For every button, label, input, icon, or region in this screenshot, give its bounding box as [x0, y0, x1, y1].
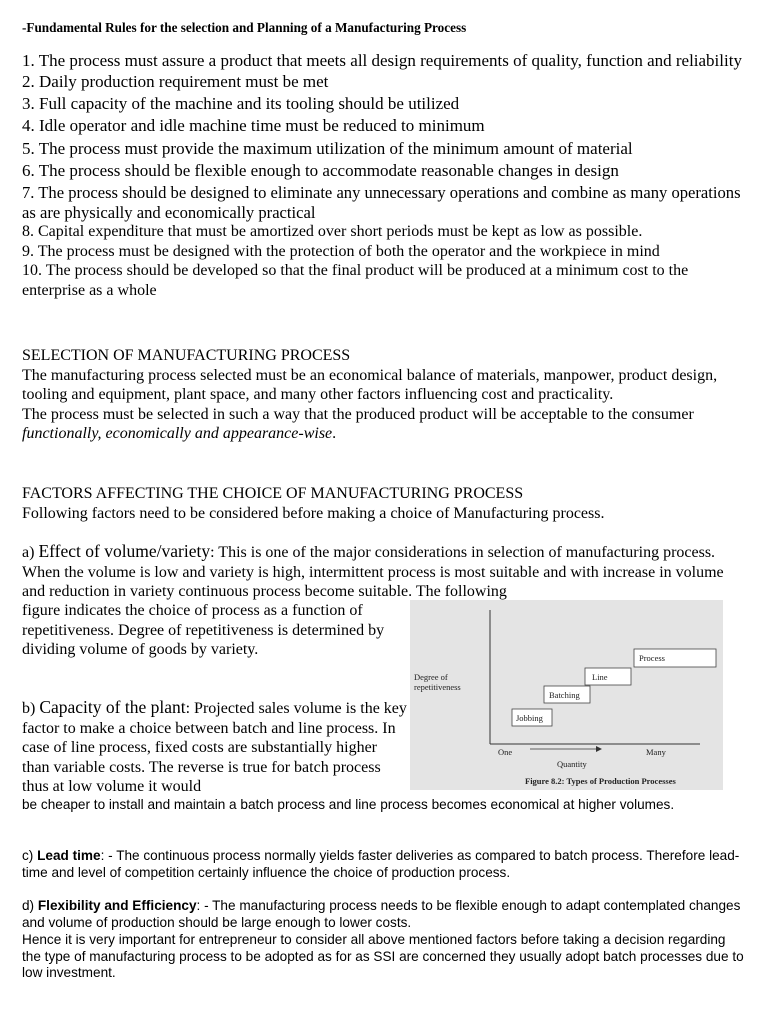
factor-b-paragraph: b) Capacity of the plant: Projected sales volume is the key factor to make a choice between batch and line process. In case of line process, fixed costs are substantially higher than variable costs. The reverse is true for batch process thus at low volume it would: [22, 697, 407, 796]
x-axis-right-label: Many: [646, 747, 666, 757]
rule-item: 5. The process must provide the maximum utilization of the minimum amount of material: [22, 139, 633, 158]
step-label: Line: [592, 672, 608, 682]
factor-d-title: Flexibility and Efficiency: [37, 898, 197, 913]
factor-a-wrap: figure indicates the choice of process as a function of repetitiveness. Degree of repetitiveness is determined by dividing volume of goods by variety.: [22, 602, 385, 659]
section-heading: FACTORS AFFECTING THE CHOICE OF MANUFACTURING PROCESS: [22, 485, 524, 502]
factor-c-title: Lead time: [37, 848, 101, 863]
rule-item: 4. Idle operator and idle machine time must be reduced to minimum: [22, 116, 485, 135]
rules-list: [22, 50, 746, 300]
factor-a-title: Effect of volume/variety: [38, 541, 211, 561]
factor-c-paragraph: c) Lead time: - The continuous process normally yields faster deliveries as compared to batch process. Therefore lead-time and level of competition certainly influence the choice of production process.: [22, 848, 740, 880]
x-axis-label: Quantity: [557, 759, 587, 769]
arrow-icon: [596, 746, 602, 752]
rule-item: 2. Daily production requirement must be met: [22, 72, 329, 91]
factor-b-title: Capacity of the plant: [39, 697, 186, 717]
rule-item: 1. The process must assure a product that meets all design requirements of quality, function and reliability: [22, 51, 742, 70]
paragraph: The manufacturing process selected must be an economical balance of materials, manpower, product design, tooling and equipment, plant space, and many other factors influencing cost and practicality.: [22, 366, 718, 404]
paragraph: The process must be selected in such a way that the produced product will be acceptable to the consumer functionally, economically and appearance-wise.: [22, 405, 694, 443]
y-axis-label-line2: repetitiveness: [414, 682, 461, 692]
step-label: Jobbing: [516, 713, 543, 723]
step-label: Process: [639, 653, 665, 663]
x-axis-left-label: One: [498, 747, 513, 757]
document-title: -Fundamental Rules for the selection and Planning of a Manufacturing Process: [22, 20, 467, 35]
figure-caption: Figure 8.2: Types of Production Processes: [525, 776, 676, 786]
rule-item: 7. The process should be designed to eliminate any unnecessary operations and combine as many operations as are physically and economically practical: [22, 183, 741, 222]
rule-item: 10. The process should be developed so that the final product will be produced at a minimum cost to the enterprise as a whole: [22, 262, 689, 299]
rule-item: 9. The process must be designed with the protection of both the operator and the workpiece in mind: [22, 242, 660, 260]
factor-b-continued: be cheaper to install and maintain a batch process and line process becomes economical at higher volumes.: [22, 797, 675, 812]
step-label: Batching: [549, 690, 580, 700]
rule-item: 6. The process should be flexible enough to accommodate reasonable changes in design: [22, 161, 619, 180]
rule-item: 8. Capital expenditure that must be amortized over short periods must be kept as low as possible.: [22, 223, 643, 240]
section-heading: SELECTION OF MANUFACTURING PROCESS: [22, 347, 351, 364]
figure-svg: [410, 600, 723, 790]
factor-d-paragraph: d) Flexibility and Efficiency: - The manufacturing process needs to be flexible enough to adapt contemplated changes and volume of production should be large enough to lower costs.: [22, 898, 741, 930]
factor-a-paragraph: a) Effect of volume/variety: This is one of the major considerations in selection of manufacturing process. When the volume is low and variety is high, intermittent process is most suitable and with increase in volume and reduction in variety continuous process become suitable. The following: [22, 541, 724, 601]
paragraph: Following factors need to be considered before making a choice of Manufacturing process.: [22, 504, 605, 522]
selection-section: [22, 346, 746, 444]
y-axis-label-line1: Degree of: [414, 672, 448, 682]
production-process-figure: [410, 600, 723, 790]
conclusion-paragraph: Hence it is very important for entrepreneur to consider all above mentioned factors before taking a decision regarding the type of manufacturing process to be adopted as for as SSI are concerned they usually adopt batch processes due to low investment.: [22, 932, 744, 981]
rule-item: 3. Full capacity of the machine and its tooling should be utilized: [22, 94, 460, 113]
factors-section: [22, 484, 746, 523]
